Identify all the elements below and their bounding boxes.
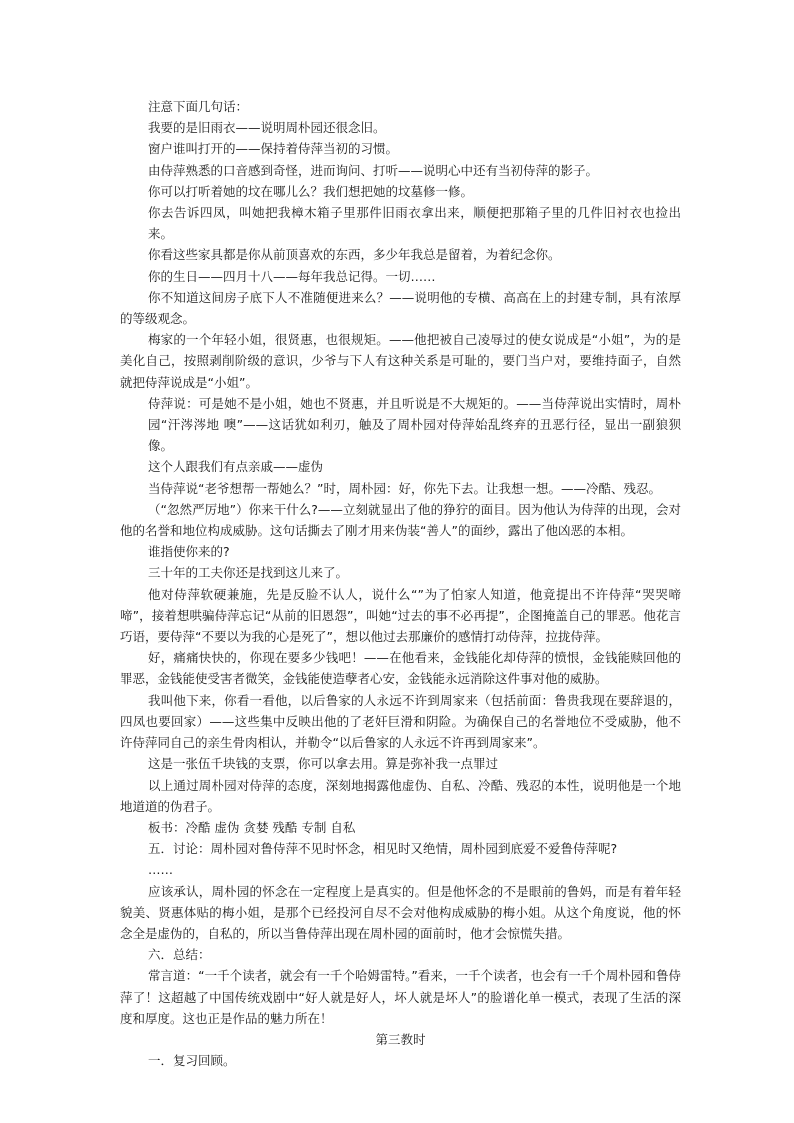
paragraph: 梅家的一个年轻小姐，很贤惠，也很规矩。——他把被自己凌辱过的使女说成是“小姐”，为的是美化自己，按照剥削阶级的意识，少爷与下人有这种关系是可耻的，要门当户对，要维持面子，自然就把侍萍说成是“小姐”。	[120, 332, 681, 390]
section-heading: 六．总结：	[148, 947, 211, 963]
paragraph: 我叫他下来，你看一看他，以后鲁家的人永远不许到周家来（包括前面：鲁贵我现在要辞退的，四凤也要回家）——这些集中反映出他的了老奸巨滑和阴险。为确保自己的名誉地位不受威胁，他不许侍萍同自己的亲生骨肉相认，并勒令“以后鲁家的人永远不许再到周家来”。	[120, 692, 681, 751]
paragraph: 这是一张伍千块钱的支票，你可以拿去用。算是弥补我一点罪过	[148, 756, 499, 772]
section-heading: 一．复习回顾。	[148, 1053, 236, 1069]
paragraph: 侍萍说：可是她不是小姐，她也不贤惠，并且听说是不大规矩的。——当侍萍说出实情时，周朴园“汗涔涔地 噢”——这话犹如利刃，触及了周朴园对侍萍始乱终弃的丑恶行径，显出一副狼狈像。	[148, 395, 681, 454]
document-page	[120, 96, 681, 1071]
paragraph: 你的生日——四月十八——每年我总记得。一切……	[148, 268, 436, 284]
paragraph: 应该承认，周朴园的怀念在一定程度上是真实的。但是他怀念的不是眼前的鲁妈，而是有着年轻貌美、贤惠体贴的梅小姐，是那个已经投河自尽不会对他构成威胁的梅小姐。从这个角度说，他的怀念全是虚伪的，自私的，所以当鲁侍萍出现在周朴园的面前时，他才会惊慌失措。	[120, 883, 681, 941]
lesson-title: 第三教时	[375, 1031, 426, 1047]
paragraph: 谁指使你来的?	[148, 544, 230, 560]
paragraph: ……	[148, 862, 173, 878]
paragraph: 这个人跟我们有点亲戚——虚伪	[148, 459, 324, 475]
paragraph: 你看这些家具都是你从前顶喜欢的东西，多少年我总是留着，为着纪念你。	[148, 247, 561, 263]
paragraph: 好，痛痛快快的，你现在要多少钱吧！——在他看来，金钱能化却侍萍的愤恨，金钱能赎回他的罪恶，金钱能使受害者微笑，金钱能使造孽者心安，金钱能永远消除这件事对他的威胁。	[120, 650, 681, 687]
paragraph: 我要的是旧雨衣——说明周朴园还很念旧。	[148, 120, 386, 136]
paragraph: 他对侍萍软硬兼施，先是反脸不认人，说什么“”为了怕家人知道，他竟提出不许侍萍“哭哭啼啼”，接着想哄骗侍萍忘记“从前的旧恩怨”，叫她“过去的事不必再提”，企图掩盖自己的罪恶。他花言巧语，要侍萍“不要以为我的心是死了”，想以他过去那廉价的感情打动侍萍，拉拢侍萍。	[120, 586, 681, 645]
paragraph: 由侍萍熟悉的口音感到奇怪，进而询问、打听——说明心中还有当初侍萍的影子。	[148, 162, 599, 178]
paragraph: 你可以打听着她的坟在哪儿么？我们想把她的坟墓修一修。	[148, 183, 474, 199]
paragraph: 你去告诉四凤，叫她把我樟木箱子里那件旧雨衣拿出来，顺便把那箱子里的几件旧衬衣也捡出来。	[148, 205, 681, 242]
paragraph: 你不知道这间房子底下人不准随便进来么？——说明他的专横、高高在上的封建专制，具有浓厚的等级观念。	[120, 289, 681, 327]
paragraph: 注意下面几句话：	[148, 99, 249, 114]
blackboard-notes: 板书：冷酷 虚伪 贪婪 残酷 专制 自私	[148, 819, 356, 835]
section-heading: 五．讨论：周朴园对鲁侍萍不见时怀念，相见时又绝情，周朴园到底爱不爱鲁侍萍呢?	[148, 841, 618, 857]
paragraph: 以上通过周朴园对侍萍的态度，深刻地揭露他虚伪、自私、冷酷、残忍的本性，说明他是一个地地道道的伪君子。	[120, 777, 681, 814]
paragraph: 三十年的工夫你还是找到这儿来了。	[148, 565, 349, 581]
paragraph: （“忽然严厉地”）你来干什么?——立刻就显出了他的狰狞的面目。因为他认为侍萍的出现，会对他的名誉和地位构成威胁。这句话撕去了刚才用来伪装“善人”的面纱，露出了他凶恶的本相。	[120, 501, 681, 539]
paragraph: 窗户谁叫打开的——保持着侍萍当初的习惯。	[148, 141, 399, 157]
paragraph: 常言道：“一千个读者，就会有一千个哈姆雷特。”看来，一千个读者，也会有一千个周朴园和鲁侍萍了！这超越了中国传统戏剧中“好人就是好人，坏人就是坏人”的脸谱化单一模式，表现了生活的深度和厚度。这也正是作品的魅力所在！	[120, 968, 681, 1026]
paragraph: 当侍萍说“老爷想帮一帮她么？”时，周朴园：好，你先下去。让我想一想。——冷酷、残忍。	[148, 480, 661, 496]
